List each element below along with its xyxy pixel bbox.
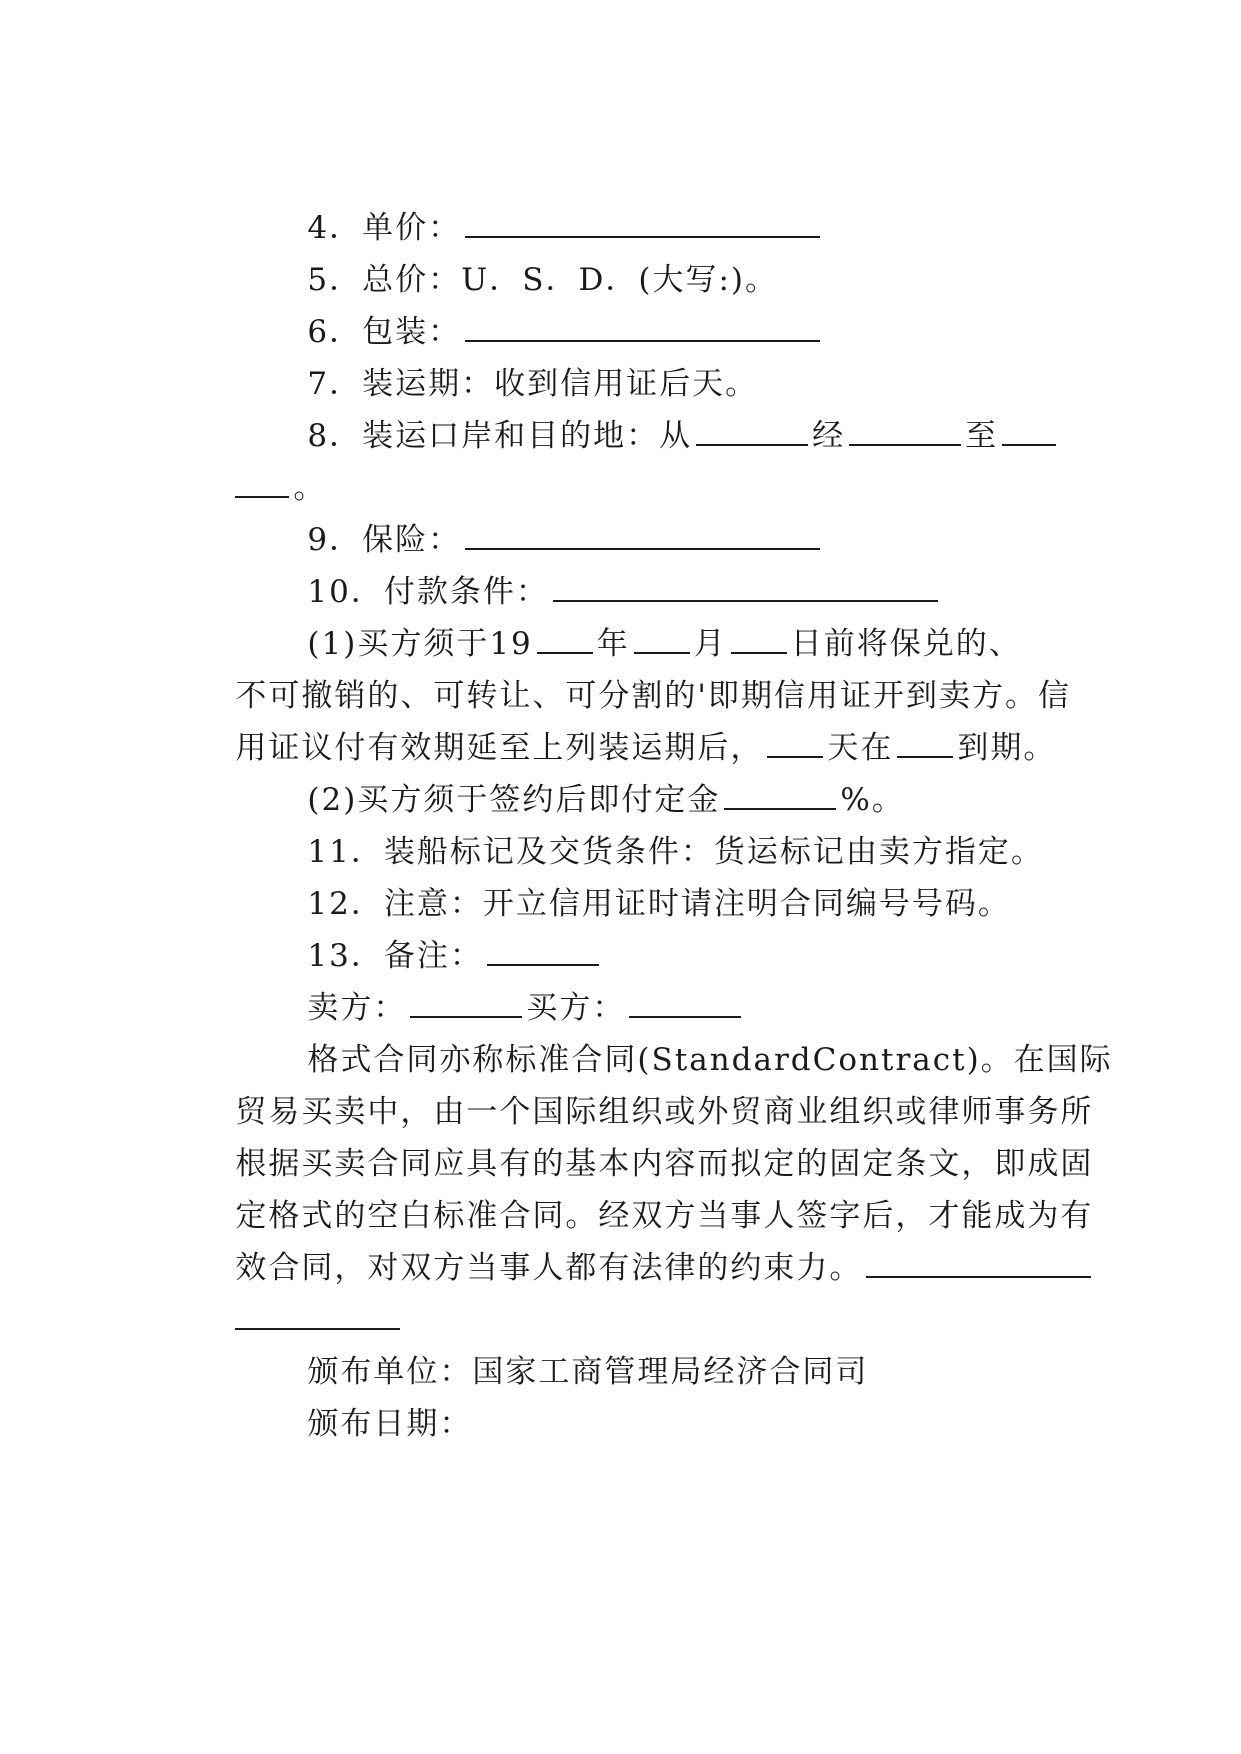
issue-date-line	[260, 1358, 472, 1490]
blank-line	[897, 726, 953, 758]
clause-text: 用证议付有效期延至上列装运期后，	[235, 730, 764, 766]
clause-label: 6．包装：	[307, 314, 462, 350]
clause-text: 日前将保兑的、	[790, 626, 1022, 662]
clause-text: (1)买方须于19	[307, 626, 533, 662]
clause-text: 不可撤销的、可转让、可分割的'即期信用证开到卖方。信	[235, 678, 1071, 714]
blank-line	[696, 414, 808, 446]
clause-text: %。	[840, 782, 905, 818]
issuer-text: 颁布单位：国家工商管理局经济合同司	[307, 1354, 869, 1390]
blank-line	[849, 414, 961, 446]
buyer-label: 买方：	[526, 990, 626, 1026]
issue-date-label: 颁布日期：	[307, 1406, 473, 1442]
paragraph-text: 效合同，对双方当事人都有法律的约束力。	[235, 1250, 863, 1286]
clause-text: 5．总价：U．S．D．(大写:)。	[307, 262, 778, 298]
blank-line	[866, 1246, 1091, 1278]
clause-label: 9．保险：	[307, 522, 462, 558]
clause-text: 经	[812, 418, 846, 454]
paragraph-text: 格式合同亦称标准合同(StandardContract)。在国际	[307, 1042, 1113, 1078]
clause-label: 13．备注：	[307, 938, 483, 974]
paragraph-text: 贸易买卖中，由一个国际组织或外贸商业组织或律师事务所	[235, 1094, 1094, 1130]
clause-text: 11．装船标记及交货条件：货运标记由卖方指定。	[307, 834, 1044, 870]
clause-text: 至	[965, 418, 999, 454]
clause-label: 4．单价：	[307, 210, 462, 246]
paragraph-text: 定格式的空白标准合同。经双方当事人签字后，才能成为有	[235, 1198, 1094, 1234]
clause-text: 天在	[827, 730, 894, 766]
clause-text: 。	[293, 470, 327, 506]
clause-text: 到期。	[957, 730, 1057, 766]
clause-text: (2)买方须于签约后即付定金	[307, 782, 721, 818]
clause-text: 年	[596, 626, 630, 662]
clause-text: 12．注意：开立信用证时请注明合同编号号码。	[307, 886, 1011, 922]
clause-text: 月	[693, 626, 727, 662]
paragraph-text: 根据买卖合同应具有的基本内容而拟定的固定条文，即成固	[235, 1146, 1094, 1182]
clause-text: 7．装运期：收到信用证后天。	[307, 366, 759, 402]
clause-label: 8．装运口岸和目的地：从	[307, 418, 693, 454]
clause-label: 10．付款条件：	[307, 574, 549, 610]
seller-label: 卖方：	[307, 990, 407, 1026]
blank-line	[1002, 414, 1056, 446]
